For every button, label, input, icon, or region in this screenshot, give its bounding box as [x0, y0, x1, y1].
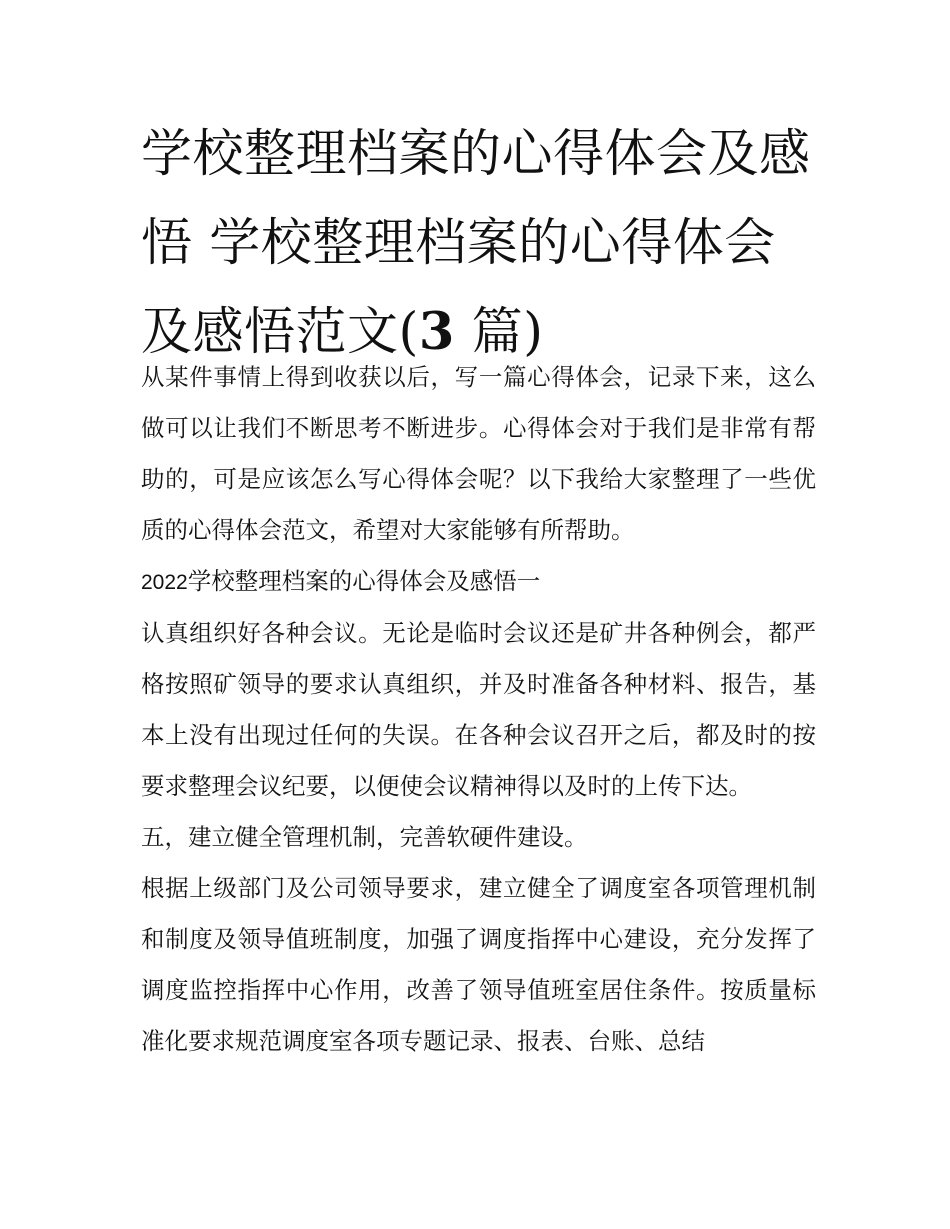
title-text-part2: 篇) [454, 303, 544, 362]
section-heading [141, 556, 816, 608]
meetings-paragraph: 认真组织好各种会议。无论是临时会议还是矿井各种例会，都严格按照矿领导的要求认真组织，并及时准备各种材料、报告，基本上没有出现过任何的失误。在各种会议召开之后，都及时的按要求整理会议纪要，以便使会议精神得以及时的上传下达。 [141, 619, 816, 800]
intro-paragraph: 从某件事情上得到收获以后，写一篇心得体会，记录下来，这么做可以让我们不断思考不断进步。心得体会对于我们是非常有帮助的，可是应该怎么写心得体会呢？以下我给大家整理了一些优质的心得体会范文，希望对大家能够有所帮助。 [141, 363, 816, 544]
point-five-heading: 五，建立健全管理机制，完善软硬件建设。 [141, 823, 588, 851]
section-heading-text: 学校整理档案的心得体会及感悟一 [187, 567, 541, 595]
document-body [141, 352, 816, 1067]
section-heading-year: 2022 [141, 571, 188, 594]
title-number: 3 [418, 302, 455, 362]
management-paragraph: 根据上级部门及公司领导要求，建立健全了调度室各项管理机制和制度及领导值班制度，加强了调度指挥中心建设，充分发挥了调度监控指挥中心作用，改善了领导值班室居住条件。按质量标准化要求规范调度室各项专题记录、报表、台账、总结 [141, 874, 816, 1055]
title-text-part1: 学校整理档案的心得体会及感悟 学校整理档案的心得体会及感悟范文( [141, 125, 811, 362]
document-title [141, 110, 813, 377]
